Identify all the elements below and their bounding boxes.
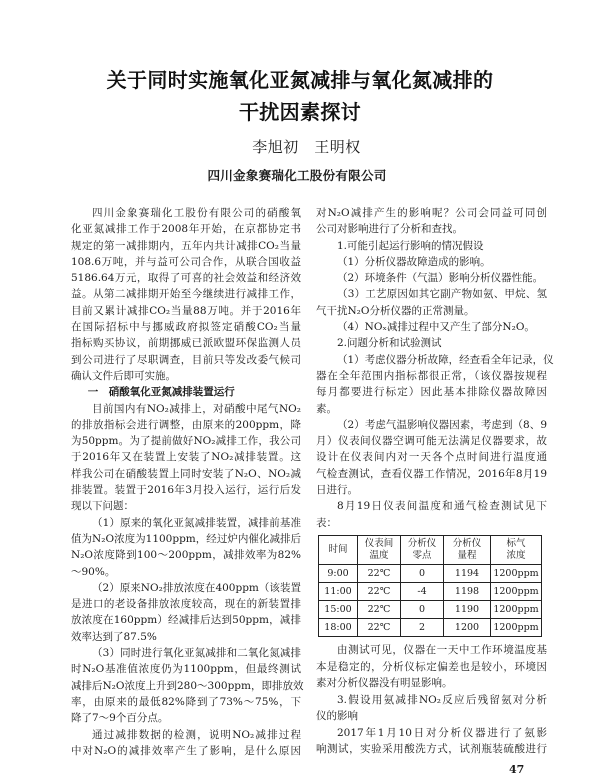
closing-paragraph-line: 通过减排数据的检测，说明NO₂减排过程 bbox=[92, 728, 301, 741]
cell-standard-gas: 1200ppm bbox=[491, 619, 542, 637]
hypothesis-item-1-line: （1）分析仪器故障造成的影响。 bbox=[337, 255, 491, 268]
analysis-item-1-line: 素。 bbox=[316, 402, 337, 415]
table-row bbox=[319, 619, 542, 637]
cell-standard-gas: 1200ppm bbox=[491, 583, 542, 601]
section-body-paragraph-line: 于2016年又在装置上安装了NO₂减排装置。这 bbox=[71, 451, 301, 464]
hypothesis-item-3 bbox=[316, 286, 547, 319]
col-header-text: 仪表间 bbox=[364, 538, 394, 549]
intro-paragraph-line: 到公司进行了尽职调查，目前只等发改委气候司 bbox=[71, 353, 301, 366]
analysis-item-1 bbox=[316, 352, 554, 417]
intro-paragraph bbox=[71, 205, 301, 384]
table-intro-paragraph-line: 表： bbox=[316, 516, 337, 529]
finding-item-2 bbox=[71, 580, 301, 645]
col-header-time bbox=[319, 536, 358, 565]
finding-item-1-line: 值为N₂O浓度为1100ppm，经过炉内催化减排后 bbox=[71, 532, 301, 545]
intro-paragraph-line: 四川金象赛瑞化工股份有限公司的硝酸氧 bbox=[92, 207, 301, 219]
section-body-paragraph-line: 样我公司在硝酸装置上同时安装了N₂O、NO₂减 bbox=[71, 467, 301, 480]
conclusion-paragraph-line: 由测试可见，仪器在一天中工作环境温度基 bbox=[337, 644, 547, 656]
col-header-text: 时间 bbox=[328, 544, 348, 555]
finding-item-3-line: 减排后N₂O浓度上升到280～300ppm，即排放效 bbox=[71, 679, 304, 692]
col-header-text: 量程 bbox=[457, 550, 477, 561]
conclusion-paragraph-line: 本是稳定的，分析仪标定偏差也是较小，环境因 bbox=[316, 660, 547, 673]
cell-time: 11:00 bbox=[319, 583, 358, 601]
cell-room-temperature: 22℃ bbox=[358, 619, 401, 637]
hypothesis-item-4-line: （4）NOₓ减排过程中又产生了部分N₂O。 bbox=[337, 321, 535, 334]
ammonia-paragraph-line: 2017年1月10日对分析仪器进行了氨影 bbox=[337, 726, 547, 739]
finding-item-1-line: N₂O浓度降到100～200ppm，减排效率为82% bbox=[71, 549, 301, 562]
continuation-paragraph-line: 对N₂O减排产生的影响呢？公司会同益可同创 bbox=[316, 207, 547, 219]
hypotheses-heading bbox=[316, 238, 547, 254]
analysis-item-1-line: 每月都要进行标定）因此基本排除仪器故障因 bbox=[316, 386, 547, 399]
finding-item-3 bbox=[71, 645, 304, 726]
table-row bbox=[319, 583, 542, 601]
analysis-item-2-line: （2）考虑气温影响仪器因素，考虑到（8、9 bbox=[337, 418, 547, 431]
ammonia-heading-line: 仪的影响 bbox=[316, 710, 358, 722]
finding-item-2-line: 放浓度在160ppm）经减排后达到50ppm，减排 bbox=[71, 614, 301, 627]
hypothesis-item-2-line: （2）环境条件（气温）影响分析仪器性能。 bbox=[337, 272, 544, 285]
table-intro-paragraph bbox=[316, 498, 547, 531]
table-intro-paragraph-line: 8月19日仪表间温度和通气检查测试见下 bbox=[337, 500, 547, 513]
finding-item-1 bbox=[71, 515, 301, 580]
left-column bbox=[71, 205, 304, 759]
section-body-paragraph bbox=[71, 401, 301, 515]
col-header-text: 浓度 bbox=[506, 550, 526, 561]
title-line-2: 干扰因素探讨 bbox=[238, 100, 362, 124]
cell-analyzer-span: 1190 bbox=[444, 601, 491, 619]
cell-time: 15:00 bbox=[319, 601, 358, 619]
cell-analyzer-zero: 2 bbox=[401, 619, 444, 637]
intro-paragraph-line: 规定的第一减排期内，五年内共计减排CO₂当量 bbox=[71, 239, 301, 252]
cell-room-temperature: 22℃ bbox=[358, 583, 401, 601]
ammonia-heading bbox=[316, 692, 547, 725]
col-header-text: 分析仪 bbox=[452, 538, 482, 549]
intro-paragraph-line: 5186.64万元，取得了可喜的社会效益和经济效 bbox=[71, 272, 301, 285]
table-head bbox=[319, 536, 542, 565]
col-header-standard-gas bbox=[491, 536, 542, 565]
section-body-paragraph-line: 目前国内有NO₂减排上，对硝酸中尾气NO₂ bbox=[92, 402, 301, 415]
instrument-test-table bbox=[318, 535, 542, 637]
intro-paragraph-line: 化亚氮减排工作于2008年开始，在京都协定书 bbox=[71, 223, 301, 236]
finding-item-2-line: （2）原来NO₂排放浓度在400ppm（该装置 bbox=[92, 581, 301, 594]
ammonia-paragraph bbox=[316, 725, 547, 758]
page-number: 47 bbox=[509, 763, 525, 776]
col-header-analyzer-zero bbox=[401, 536, 444, 565]
cell-analyzer-zero: 0 bbox=[401, 601, 444, 619]
closing-paragraph-line: 中对N₂O的减排效率产生了影响，是什么原因 bbox=[71, 744, 301, 757]
table-row bbox=[319, 601, 542, 619]
finding-item-2-line: 是进口的老设备排放浓度较高，现在的新装置排 bbox=[71, 598, 301, 611]
analysis-item-2-line: 设计在仪表间内对一天各个点时间进行温度通 bbox=[316, 451, 547, 464]
analysis-item-2-line: 日进行。 bbox=[316, 484, 358, 497]
hypotheses-heading-line: 1.可能引起运行影响的情况假设 bbox=[337, 239, 484, 252]
intro-paragraph-line: 108.6万吨，并与益可公司合作，从联合国收益 bbox=[71, 255, 301, 268]
cell-time: 18:00 bbox=[319, 619, 358, 637]
analysis-heading bbox=[316, 335, 547, 351]
col-header-text: 零点 bbox=[412, 550, 432, 561]
cell-analyzer-zero: 0 bbox=[401, 565, 444, 583]
col-header-analyzer-span bbox=[444, 536, 491, 565]
cell-analyzer-span: 1198 bbox=[444, 583, 491, 601]
col-header-text: 标气 bbox=[506, 538, 526, 549]
continuation-paragraph-line: 公司对影响进行了分析和查找。 bbox=[316, 223, 463, 236]
cell-standard-gas: 1200ppm bbox=[491, 601, 542, 619]
conclusion-paragraph bbox=[316, 642, 547, 692]
cell-analyzer-span: 1194 bbox=[444, 565, 491, 583]
hypothesis-item-4 bbox=[316, 319, 547, 335]
cell-analyzer-zero: -4 bbox=[401, 583, 444, 601]
continuation-paragraph bbox=[316, 205, 547, 238]
affiliation: 四川金象赛瑞化工股份有限公司 bbox=[207, 168, 387, 183]
cell-analyzer-span: 1200 bbox=[444, 619, 491, 637]
finding-item-3-line: 降了7～9个百分点。 bbox=[71, 712, 169, 725]
hypothesis-item-2 bbox=[316, 270, 547, 286]
cell-room-temperature: 22℃ bbox=[358, 601, 401, 619]
table-row bbox=[319, 565, 542, 583]
cell-room-temperature: 22℃ bbox=[358, 565, 401, 583]
ammonia-paragraph-line: 响测试，实验采用酸洗方式，试剂瓶装硫酸进行 bbox=[316, 743, 547, 755]
hypothesis-item-3-line: 气干扰N₂O分析仪器的正常测量。 bbox=[316, 304, 475, 317]
authors: 李旭初 王明权 bbox=[252, 138, 361, 156]
title-line-1: 关于同时实施氧化亚氮减排与氧化氮减排的 bbox=[106, 68, 494, 92]
analysis-item-1-line: 器在全年范围内指标都很正常，（该仪器按规程 bbox=[316, 369, 547, 382]
section-body-paragraph-line: 排装置。装置于2016年3月投入运行，运行后发 bbox=[71, 484, 301, 497]
right-column-lower bbox=[316, 642, 547, 758]
intro-paragraph-line: 确认文件后即可实施。 bbox=[71, 369, 176, 382]
closing-paragraph bbox=[71, 727, 301, 760]
hypothesis-item-1 bbox=[316, 254, 547, 270]
section-heading: 一 硝酸氧化亚氮减排装置运行 bbox=[87, 386, 235, 399]
intro-paragraph-line: 指标购买协议，前期挪威已派欧盟环保监测人员 bbox=[71, 337, 301, 350]
analysis-item-2 bbox=[316, 417, 547, 498]
analysis-heading-line: 2.问题分析和试验测试 bbox=[337, 337, 442, 350]
finding-item-3-line: 率，由原来的最低82%降到了73%～75%，下 bbox=[71, 695, 301, 708]
cell-standard-gas: 1200ppm bbox=[491, 565, 542, 583]
finding-item-1-line: ～90%。 bbox=[71, 565, 116, 578]
conclusion-paragraph-line: 素对分析仪器没有明显影响。 bbox=[316, 677, 453, 689]
intro-paragraph-line: 目前又累计减排CO₂当量88万吨。并于2016年 bbox=[71, 304, 301, 317]
hypothesis-item-3-line: （3）工艺原因如其它副产物如氨、甲烷、氢 bbox=[337, 288, 547, 301]
analysis-item-2-line: 月）仪表间仪器空调可能无法满足仪器要求，故 bbox=[316, 435, 547, 448]
intro-paragraph-line: 益。从第二减排期开始至今继续进行减排工作， bbox=[71, 288, 301, 301]
finding-item-3-line: （3）同时进行氧化亚氮减排和二氧化氮减排 bbox=[92, 647, 301, 660]
finding-item-2-line: 效率达到了87.5% bbox=[71, 630, 157, 643]
finding-item-1-line: （1）原来的氧化亚氮减排装置，减排前基准 bbox=[92, 516, 301, 529]
finding-item-3-line: 时N₂O基准值浓度仍为1100ppm，但最终测试 bbox=[71, 663, 301, 676]
analysis-item-1-line: （1）考虑仪器分析故障，经查看全年记录，仪 bbox=[337, 353, 554, 366]
ammonia-heading-line: 3.假设用氨减排NO₂反应后残留氨对分析 bbox=[337, 693, 547, 706]
table-body bbox=[319, 565, 542, 637]
col-header-text: 分析仪 bbox=[407, 538, 437, 549]
col-header-text: 温度 bbox=[369, 550, 389, 561]
section-body-paragraph-line: 现以下问题： bbox=[71, 500, 134, 513]
cell-time: 9:00 bbox=[319, 565, 358, 583]
right-column-upper bbox=[316, 205, 554, 531]
section-body-paragraph-line: 的排放指标会进行调整，由原来的200ppm，降 bbox=[71, 418, 301, 431]
analysis-item-2-line: 气检查测试，查看仪器工作情况，2016年8月19 bbox=[316, 467, 547, 480]
intro-paragraph-line: 在国际招标中与挪威政府拟签定硝酸CO₂当量 bbox=[71, 321, 301, 334]
table-header-row bbox=[319, 536, 542, 565]
col-header-room-temperature bbox=[358, 536, 401, 565]
section-body-paragraph-line: 为50ppm。为了提前做好NO₂减排工作，我公司 bbox=[71, 435, 301, 448]
